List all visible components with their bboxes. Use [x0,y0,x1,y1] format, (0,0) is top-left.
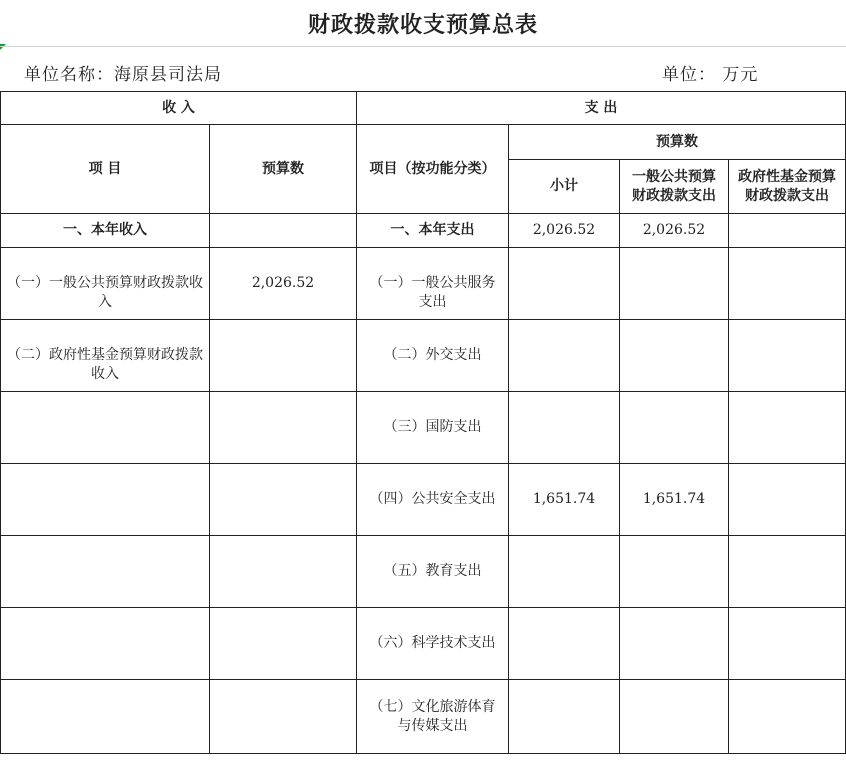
income-item-cell [1,392,210,464]
expense-item-cell: （一）一般公共服务支出 [357,248,509,320]
table-row [1,320,846,392]
budget-table [0,91,846,754]
subtotal-cell: 1,651.74 [509,464,620,536]
income-item-cell: 一、本年收入 [1,214,210,248]
fund-cell [729,248,846,320]
fund-cell [729,464,846,536]
fund-cell [729,680,846,754]
income-value-cell: 2,026.52 [210,248,357,320]
general-cell [620,608,729,680]
table-row [1,392,846,464]
general-cell [620,392,729,464]
general-budget-header: 一般公共预算财政拨款支出 [620,160,729,214]
subtotal-cell [509,608,620,680]
general-cell [620,680,729,754]
expense-item-header: 项目（按功能分类） [357,125,509,214]
fund-budget-header: 政府性基金预算财政拨款支出 [729,160,846,214]
table-row [1,248,846,320]
income-value-cell [210,680,357,754]
table-row [1,536,846,608]
general-cell [620,248,729,320]
table-row [1,214,846,248]
page-title: 财政拨款收支预算总表 [307,12,538,38]
expense-item-cell: （三）国防支出 [357,392,509,464]
income-value-cell [210,320,357,392]
income-item-cell [1,608,210,680]
subtotal-cell [509,536,620,608]
income-value-cell [210,392,357,464]
general-cell: 1,651.74 [620,464,729,536]
income-header: 收 入 [1,92,357,125]
fund-cell [729,392,846,464]
income-item-cell: （二）政府性基金预算财政拨款收入 [1,320,210,392]
expense-item-cell: （六）科学技术支出 [357,608,509,680]
budget-group-header: 预算数 [509,125,846,160]
expense-item-cell: （七）文化旅游体育与传媒支出 [357,680,509,754]
table-row [1,608,846,680]
income-budget-header: 预算数 [210,125,357,214]
income-item-header: 项 目 [1,125,210,214]
income-item-cell [1,680,210,754]
subtotal-cell [509,392,620,464]
fund-cell [729,608,846,680]
expense-item-cell: （五）教育支出 [357,536,509,608]
cell-selection-marker [0,44,6,50]
general-cell [620,320,729,392]
expense-item-cell: （二）外交支出 [357,320,509,392]
table-row [1,680,846,754]
income-item-cell: （一）一般公共预算财政拨款收入 [1,248,210,320]
expense-header: 支 出 [357,92,846,125]
subtotal-cell [509,248,620,320]
fund-cell [729,214,846,248]
income-item-cell [1,464,210,536]
header-row-2 [1,125,846,160]
header-row-1 [1,92,846,125]
fund-cell [729,536,846,608]
income-value-cell [210,608,357,680]
income-value-cell [210,536,357,608]
subtotal-header: 小计 [509,160,620,214]
fund-cell [729,320,846,392]
divider [0,46,846,47]
expense-item-cell: 一、本年支出 [357,214,509,248]
currency-unit-label: 单位： 万元 [662,65,759,85]
unit-name-label: 单位名称：海原县司法局 [24,65,222,85]
table-row [1,464,846,536]
subtotal-cell [509,680,620,754]
subtotal-cell [509,320,620,392]
income-value-cell [210,214,357,248]
income-item-cell [1,536,210,608]
expense-item-cell: （四）公共安全支出 [357,464,509,536]
subtotal-cell: 2,026.52 [509,214,620,248]
income-value-cell [210,464,357,536]
general-cell [620,536,729,608]
general-cell: 2,026.52 [620,214,729,248]
